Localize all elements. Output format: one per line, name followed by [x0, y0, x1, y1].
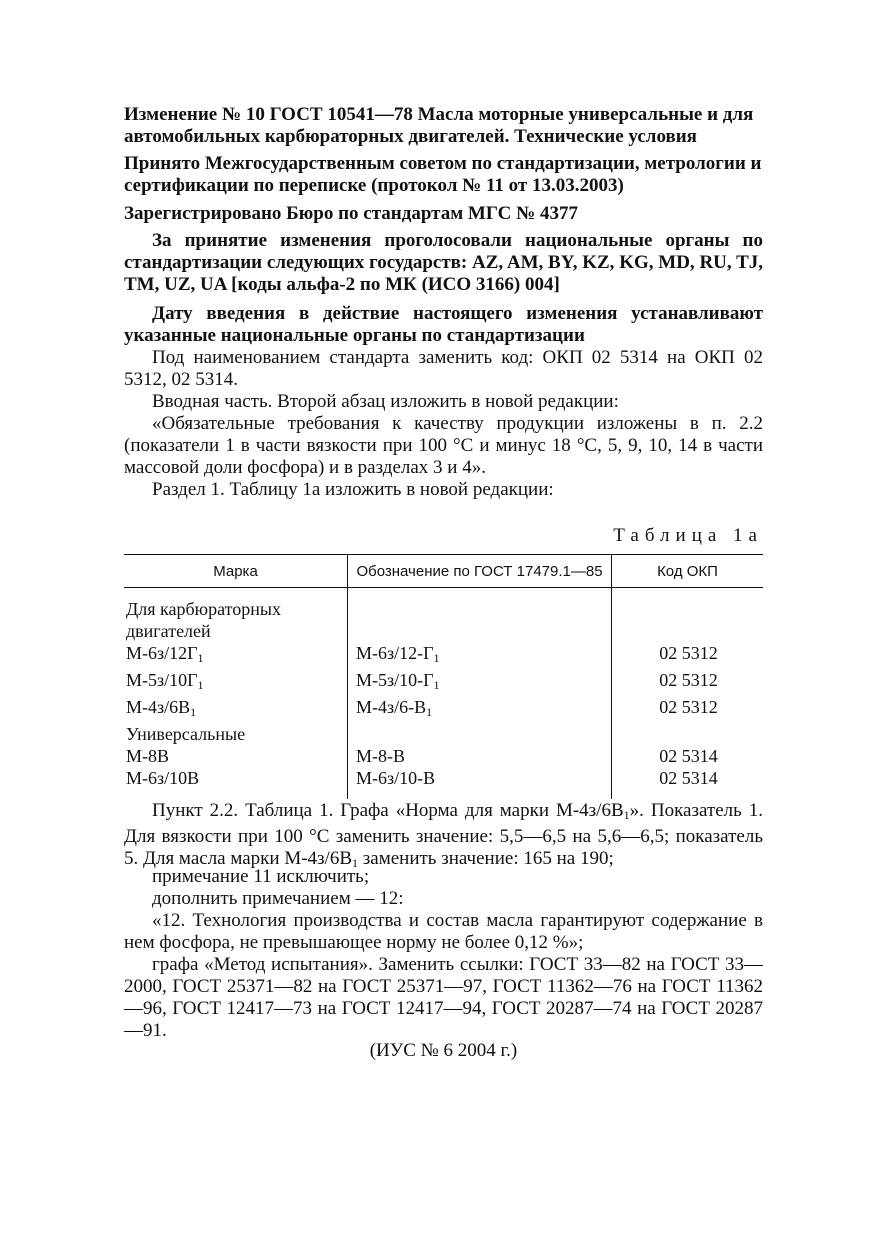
- cell-code: 02 5314: [612, 745, 764, 767]
- paragraph-section-1: Раздел 1. Таблицу 1а изложить в новой редакции:: [152, 479, 554, 500]
- adoption-line-2: сертификации по переписке (протокол № 11 от 13.03.2003): [124, 175, 624, 196]
- effective-date-note: Дату введения в действие настоящего изменения устанавливают указанные национальные органы по стандартизации: [124, 303, 763, 346]
- paragraph-test-methods: графа «Метод испытания». Заменить ссылки: ГОСТ 33—82 на ГОСТ 33—2000, ГОСТ 25371—82 на ГОСТ 25371—97, ГОСТ 11362—76 на ГОСТ 11362—96, ГОСТ 12417—73 на ГОСТ 12417—94, ГОСТ 20287—74 на ГОСТ 20287—91.: [124, 954, 763, 1041]
- paragraph-intro: Вводная часть. Второй абзац изложить в новой редакции:: [152, 391, 619, 412]
- group-universal: Универсальные: [126, 724, 246, 744]
- paragraph-add-note: дополнить примечанием — 12:: [152, 888, 404, 909]
- table-caption: Таблица 1а: [613, 525, 763, 546]
- header-okp-code: Код ОКП: [612, 555, 764, 588]
- table-row: [124, 642, 763, 669]
- table-row: [124, 745, 763, 767]
- table-row: [124, 669, 763, 696]
- cell-mark: $М-6з/12Г_1$: [126, 643, 204, 665]
- cell-mark: $М-5з/10Г_1$: [126, 670, 204, 692]
- table-1a: [124, 554, 763, 799]
- table-row: [124, 767, 763, 789]
- registration-note: Зарегистрировано Бюро по стандартам МГС № 4377: [124, 203, 578, 224]
- adoption-line-1: Принято Межгосударственным советом по стандартизации, метрологии и: [124, 153, 762, 174]
- title-line-2: автомобильных карбюраторных двигателей. Технические условия: [124, 126, 697, 147]
- cell-gost: М-8-В: [348, 745, 612, 767]
- cell-code: 02 5314: [612, 767, 764, 789]
- header-gost: Обозначение по ГОСТ 17479.1—85: [348, 555, 612, 588]
- voting-note: За принятие изменения проголосовали национальные органы по стандартизации следующих государств: AZ, AM, BY, KZ, KG, MD, RU, TJ, TM, UZ, UA [коды альфа-2 по МК (ИСО 3166) 004]: [124, 230, 763, 295]
- adoption-note: [124, 153, 763, 197]
- paragraph-requirements: «Обязательные требования к качеству продукции изложены в п. 2.2 (показатели 1 в части вязкости при 100 °С и минус 18 °С, 5, 9, 10, 14 в части массовой доли фосфора) и в разделах 3 и 4».: [124, 413, 763, 478]
- paragraph-note-12: «12. Технология производства и состав масла гарантируют содержание в нем фосфора, не превышающее норму не более 0,12 %»;: [124, 910, 763, 953]
- source-reference: (ИУС № 6 2004 г.): [369, 1040, 518, 1061]
- cell-gost: $М-5з/10-Г_1$: [348, 669, 612, 696]
- paragraph-okp-code: Под наименованием стандарта заменить код: ОКП 02 5314 на ОКП 02 5312, 02 5314.: [124, 347, 763, 390]
- cell-code: 02 5312: [612, 696, 764, 723]
- cell-gost: $М-6з/12-Г_1$: [348, 642, 612, 669]
- cell-mark: М-8В: [126, 746, 170, 766]
- group-carburetor: Для карбюраторных двигателей: [126, 599, 281, 641]
- cell-gost: М-6з/10-В: [348, 767, 612, 789]
- cell-mark: М-6з/10В: [126, 768, 200, 788]
- cell-code: 02 5312: [612, 642, 764, 669]
- cell-mark: $М-4з/6В_1$: [126, 697, 197, 719]
- table-row: [124, 696, 763, 723]
- amendment-title: [124, 104, 763, 148]
- paragraph-note-11: примечание 11 исключить;: [152, 866, 370, 887]
- paragraph-clause-2-2: Пункт 2.2. Таблица 1. Графа «Норма для марки $М-4з/6В_1$». Показатель 1. Для вязкости при 100 °С заменить значение: 5,5—6,5 на 5,6—6,5; показатель 5. Для масла марки $М-4з/6В_1$ заменить значение: 165 на 190;: [124, 800, 763, 870]
- header-mark: Марка: [124, 555, 348, 588]
- cell-code: 02 5312: [612, 669, 764, 696]
- cell-gost: $М-4з/6-В_1$: [348, 696, 612, 723]
- title-line-1: Изменение № 10 ГОСТ 10541—78 Масла моторные универсальные и для: [124, 104, 754, 125]
